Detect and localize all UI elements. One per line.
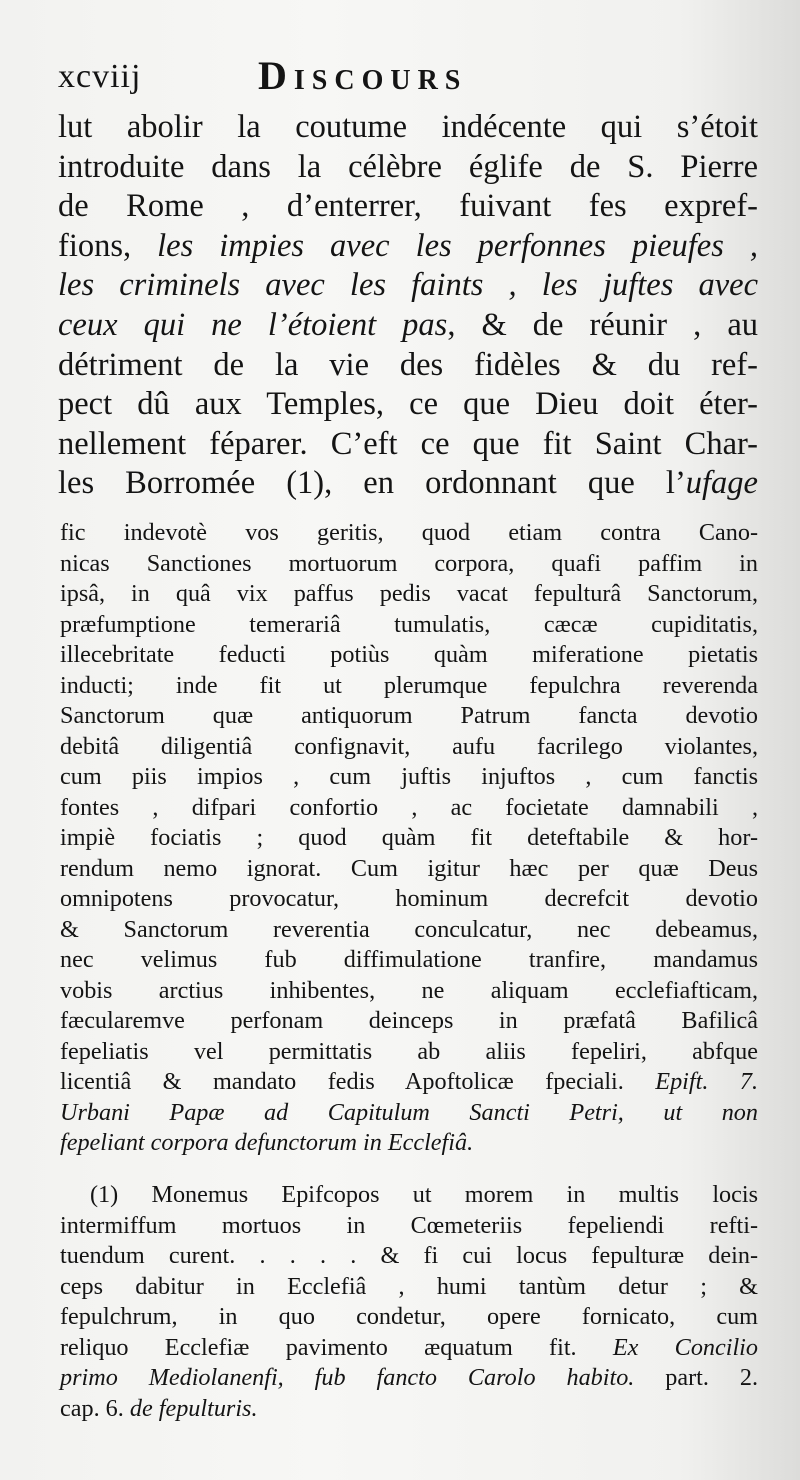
text-span: introduite dans la célèbre églife de S. Pierre — [58, 148, 758, 185]
footnote-line: intermiffum mortuos in Cœmeteriis fepeliendi refti- — [60, 1211, 758, 1239]
italic-span: les criminels avec les faints , les juftes avec — [58, 267, 758, 304]
text-span: fions, — [58, 227, 158, 264]
text-line — [58, 346, 758, 386]
text-span: lut abolir la coutume indécente qui s’étoit — [58, 109, 758, 145]
footnote-line: nicas Sanctiones mortuorum corpora, quafi paffim in — [60, 549, 758, 577]
footnote-line: fepulchrum, in quo condetur, opere fornicato, cum — [60, 1303, 758, 1330]
italic-span: ceux qui ne l’étoient pas — [58, 306, 448, 343]
footnote-line: & Sanctorum reverentia conculcatur, nec debeamus, — [60, 915, 758, 943]
footnote-line: cum piis impios , cum juftis injuftos , cum fanctis — [60, 763, 758, 790]
text-line — [58, 306, 758, 346]
footnote-line: fic indevotè vos geritis, quod etiam contra Cano- — [60, 519, 758, 546]
footnote-line: præfumptione temerariâ tumulatis, cæcæ cupiditatis, — [60, 610, 758, 638]
main-text — [58, 108, 758, 504]
footnote-line: impiè fociatis ; quod quàm fit deteftabile & hor- — [60, 824, 758, 851]
running-title: Discours — [258, 53, 468, 98]
footnote-line: omnipotens provocatur, hominum decrefcit devotio — [60, 885, 758, 912]
footnote-line: vobis arctius inhibentes, ne aliquam ecclefiafticam, — [60, 976, 758, 1004]
footnote-line — [60, 1333, 758, 1364]
text-span: , & de réunir , au — [447, 306, 758, 343]
footnote-line: fepeliant corpora defunctorum in Ecclefiâ. — [60, 1129, 474, 1156]
text-line — [58, 148, 758, 188]
italic-span: les impies avec les perfonnes pieufes , — [157, 227, 758, 264]
text-line — [58, 385, 758, 425]
footnote-line: inducti; inde fit ut plerumque fepulchra reverenda — [60, 671, 758, 699]
footnote-line: nec velimus fub diffimulatione tranfire, mandamus — [60, 946, 758, 973]
text-span: les Borromée (1), en ordonnant que l’ — [58, 465, 686, 502]
footnote-line: Urbani Papæ ad Capitulum Sancti Petri, ut non — [60, 1098, 758, 1126]
text-span: pect dû aux Temples, ce que Dieu doit éter- — [58, 386, 758, 423]
text-line — [58, 108, 758, 148]
footnote-italic-span: de fepulturis. — [129, 1394, 258, 1422]
footnote-line: illecebritate feducti potiùs quàm miferatione pietatis — [60, 641, 758, 668]
footnote-line — [60, 1067, 758, 1098]
footnote-italic-span: primo Mediolanenfi, fub fancto Carolo habito. — [60, 1364, 635, 1391]
text-line — [58, 266, 758, 306]
footnote-line: debitâ diligentiâ confignavit, aufu facrilego violantes, — [60, 732, 758, 760]
footnote-line — [60, 1363, 758, 1394]
footnote-line: (1) Monemus Epifcopos ut morem in multis locis — [90, 1181, 758, 1208]
footnote-line: ceps dabitur in Ecclefiâ , humi tantùm detur ; & — [60, 1272, 758, 1300]
text-line — [58, 464, 758, 504]
footnote-line: tuendum curent. . . . . & fi cui locus fepulturæ dein- — [60, 1242, 758, 1269]
footnote-line: Sanctorum quæ antiquorum Patrum fancta devotio — [60, 702, 758, 729]
footnote-line: fontes , difpari confortio , ac focietate damnabili , — [60, 793, 758, 821]
footnote-span: part. 2. — [634, 1364, 758, 1391]
footnote-latin — [60, 518, 758, 1159]
text-span: de Rome , d’enterrer, fuivant fes expref- — [58, 188, 758, 225]
footnote-line — [60, 1394, 758, 1425]
text-line — [58, 425, 758, 465]
footnote-italic-span: Ex Concilio — [612, 1333, 758, 1361]
footnote-line: ipsâ, in quâ vix paffus pedis vacat fepulturâ Sanctorum, — [60, 580, 758, 607]
footnote-line: fæcularemve perfonam deinceps in præfatâ Bafilicâ — [60, 1007, 758, 1034]
text-line — [58, 227, 758, 267]
footnote-1 — [60, 1180, 758, 1424]
page-header — [58, 52, 748, 104]
footnote-span: reliquo Ecclefiæ pavimento æquatum fit. — [60, 1333, 613, 1361]
text-line — [58, 187, 758, 227]
text-span: nellement féparer. C’eft ce que fit Saint Char- — [58, 425, 758, 462]
page-number: xcviij — [58, 58, 142, 95]
italic-span: ufage — [685, 465, 758, 502]
footnote-line: fepeliatis vel permittatis ab aliis fepeliri, abfque — [60, 1037, 758, 1065]
footnote-line: rendum nemo ignorat. Cum igitur hæc per quæ Deus — [60, 854, 758, 882]
footnote-span: licentiâ & mandato fedis Apoftolicæ fpeciali. — [60, 1068, 656, 1095]
footnote-span: cap. 6. — [60, 1394, 130, 1422]
text-span: détriment de la vie des fidèles & du ref- — [58, 346, 758, 383]
footnote-italic-span: Epift. 7. — [655, 1068, 759, 1095]
